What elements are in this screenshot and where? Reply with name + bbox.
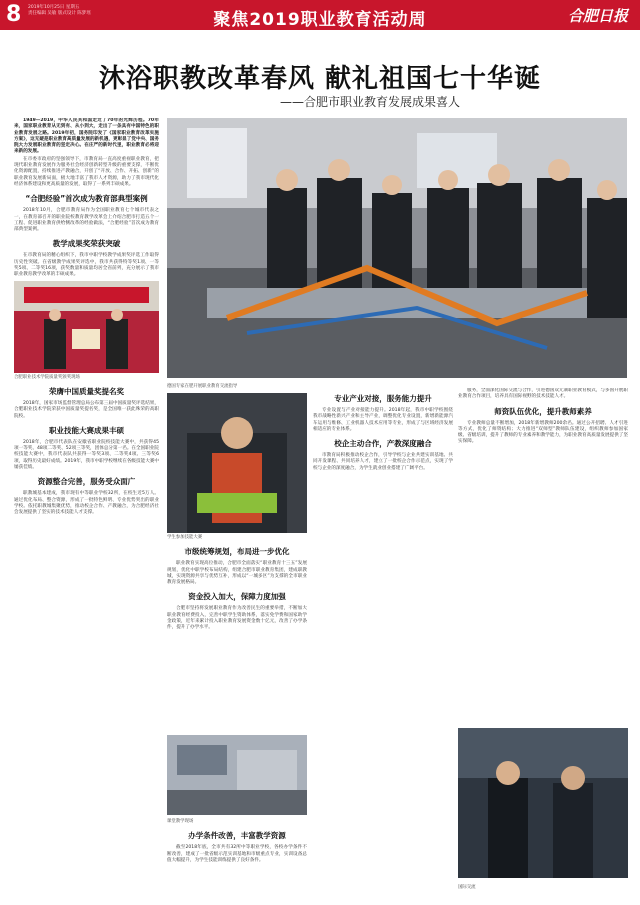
newspaper-logo: 合肥日报 xyxy=(567,7,628,25)
photo-caption: 国际交流 xyxy=(458,885,476,890)
section-heading: 荣膺中国质量奖提名奖 xyxy=(49,386,124,396)
column-2 xyxy=(167,393,307,733)
column-4 xyxy=(458,388,628,723)
intro-paragraph: 在市委市政府的坚强领导下，市教育局一直高度重视职业教育，把现代职业教育发展作为服务社会经济创新转型升级的重要支撑，不断优化资源配置，持续推进产教融合，开创了“开放、合作、开拓、创新”的职业教育发展新局面，极大地丰富了我市人才资源，助力了我市现代化经济体系建设和更高质量的发展，取得了一系列丰硕成果。 xyxy=(14,156,159,187)
page-header-banner xyxy=(0,0,640,30)
exchange-photo-image xyxy=(458,728,628,878)
main-photo-image xyxy=(167,118,627,378)
main-photo xyxy=(167,118,627,378)
section-heading: 市级统筹规划，布局进一步优化 xyxy=(184,547,290,557)
column-3 xyxy=(313,388,453,898)
section-heading: “合肥经验”首次成为教育部典型案例 xyxy=(25,194,148,204)
section-heading: 资金投入加大，保障力度加强 xyxy=(188,592,286,602)
classroom-photo xyxy=(167,735,307,815)
photo-caption: 课堂教学现场 xyxy=(167,819,194,824)
award-photo-image xyxy=(14,281,159,373)
award-photo xyxy=(14,281,159,373)
section-body: 2018年，合肥市代表队在安徽省职业院校技能大赛中，共获得45项一等奖、48项二等奖、52项三等奖，团体总分第一名。在全国职业院校技能大赛中，我市代表队共获得一等奖3项、二等奖4项、三等奖6项，取得历史最好成绩。2019年，我市中职学校继续在各级技能大赛中屡获佳绩。 xyxy=(14,439,159,471)
student-photo-image xyxy=(167,393,307,533)
exchange-photo xyxy=(458,728,628,878)
article-subheadline: ——合肥市职业教育发展成果喜人 xyxy=(279,95,460,109)
date-line: 2019年10月25日 星期五 xyxy=(28,5,80,10)
column-2-bottom xyxy=(167,817,307,899)
editor-line: 责任编辑 吴敏 版式设计 陈梦瑶 xyxy=(28,11,91,16)
section-heading: 师资队伍优化，提升教师素养 xyxy=(494,406,592,416)
student-photo xyxy=(167,393,307,533)
section-body: 在市教育局的精心组织下，我市中职学校教学成果奖评选工作取得历史性突破。在省级教学成果奖评选中，我市共获得特等奖1项、一等奖5项、二等奖16项，获奖数量和质量均居全省前列，充分展示了我市职业教育教学改革的丰硕成果。 xyxy=(14,253,159,278)
main-photo-caption: 德国专家在肥开展职业教育交流指导 xyxy=(167,384,238,389)
article-headline: 沐浴职教改革春风 献礼祖国七十华诞 xyxy=(98,64,542,94)
section-title: 聚焦2019职业教育活动周 xyxy=(213,10,427,30)
section-body: 市教育局积极推动校企合作，引导学校与企业共建实训基地、共同开发课程、共同培养人才，建立了一批校企合作示范点，实现了学校与企业的深度融合，为学生就业创业搭建了广阔平台。 xyxy=(313,453,453,471)
section-heading: 资源整合完善，服务受众面广 xyxy=(37,477,136,487)
section-heading: 办学条件改善，丰富教学资源 xyxy=(188,831,286,841)
section-body: 服务，全面深化国际交流与合作，引进德国双元制职业教育模式，与多国开展职业教育合作项目，培养具有国际视野的技术技能人才。 xyxy=(458,388,628,400)
section-body: 职教城基本建成，我市现有中等职业学校32所，在校生近5万人。通过优化布局、整合资源，形成了一批特色鲜明、专业优势突出的职业学校。依托职教城集聚优势，推动校企合作、产教融合，为合肥经济社会发展提供了坚实的技术技能人才支撑。 xyxy=(14,491,159,516)
section-heading: 教学成果奖荣获突破 xyxy=(52,239,121,249)
section-body: 截至2018年底，全市共有32所中等职业学校，各校办学条件不断改善，建成了一批省级示范实训基地和市级重点专业，实训设备总值大幅提升，为学生技能训练提供了良好条件。 xyxy=(167,845,307,863)
section-heading: 校企主动合作，产教深度融合 xyxy=(334,439,432,449)
section-body: 合肥市坚持将发展职业教育作为改善民生的重要举措，不断加大职业教育经费投入，完善中职学生资助体系，落实免学费和国家助学金政策，近年来累计投入职业教育发展资金数十亿元，改善了办学条件，提升了办学水平。 xyxy=(167,606,307,631)
page-number: 8 xyxy=(6,2,22,27)
photo-caption: 合肥职业技术学院质量奖颁奖现场 xyxy=(14,374,80,380)
section-heading: 专业产业对接，服务能力提升 xyxy=(334,394,432,403)
classroom-photo-image xyxy=(167,735,307,815)
section-body: 专业教师总量不断增加，2018年新增教师200余名。通过公开招聘、人才引进等方式，优化了师资结构；大力推进“双师型”教师队伍建设，组织教师参加国家级、省级培训，提升了教师的专业素养和教学能力，为职业教育高质量发展提供了坚实保障。 xyxy=(458,420,628,445)
lead-paragraph: 1949—2019，中华人民共和国走过了70年的光辉历程。70年来，国家职业教育从无到有、从小到大，走出了一条具有中国特色的职业教育发展之路。2019年初，国务院印发了《国家职业教育改革实施方案》，这无疑是职业教育高质量发展的新机遇，更彰显了党中央、国务院大力发展职业教育的坚定决心。在庄严的新时代里，职业教育必将迎来新的发展。 xyxy=(14,118,159,155)
section-heading: 职业技能大赛成果丰硕 xyxy=(49,425,124,435)
section-body: 2018年，国家市场监督管理总局公布第三届中国质量奖评选结果，合肥职业技术学院荣获中国质量奖提名奖，是全国唯一获此殊荣的高职院校。 xyxy=(14,400,159,419)
column-1 xyxy=(14,118,159,898)
section-body: 2018年10月，合肥市教育局作为全国职业教育七个城市代表之一，在教育部召开的职业院校教育教学改革会上介绍合肥市打造五个一工程、促进职业教育供给侧改革的经验做法，“合肥经验”首次成为教育部典型案例。 xyxy=(14,208,159,233)
section-body: 职业教育实现高位推动，合肥市全面落实“职业教育十三五”发展规划，优化中职学校布局结构，组建合肥市职业教育集团，建成职教城，实现资源共享与优势互补，形成以“一城多区”为支撑的全市职业教育发展格局。 xyxy=(167,561,307,586)
photo-caption: 学生参加技能大赛 xyxy=(167,535,203,540)
section-body: 专业设置与产业对接能力提升。2018年起，我市中职学校围绕我市战略性新兴产业和主导产业，调整优化专业设置，新增新能源汽车运用与维修、工业机器人技术应用等专业，形成了与区域经济发展相适应的专业体系。 xyxy=(313,408,453,432)
